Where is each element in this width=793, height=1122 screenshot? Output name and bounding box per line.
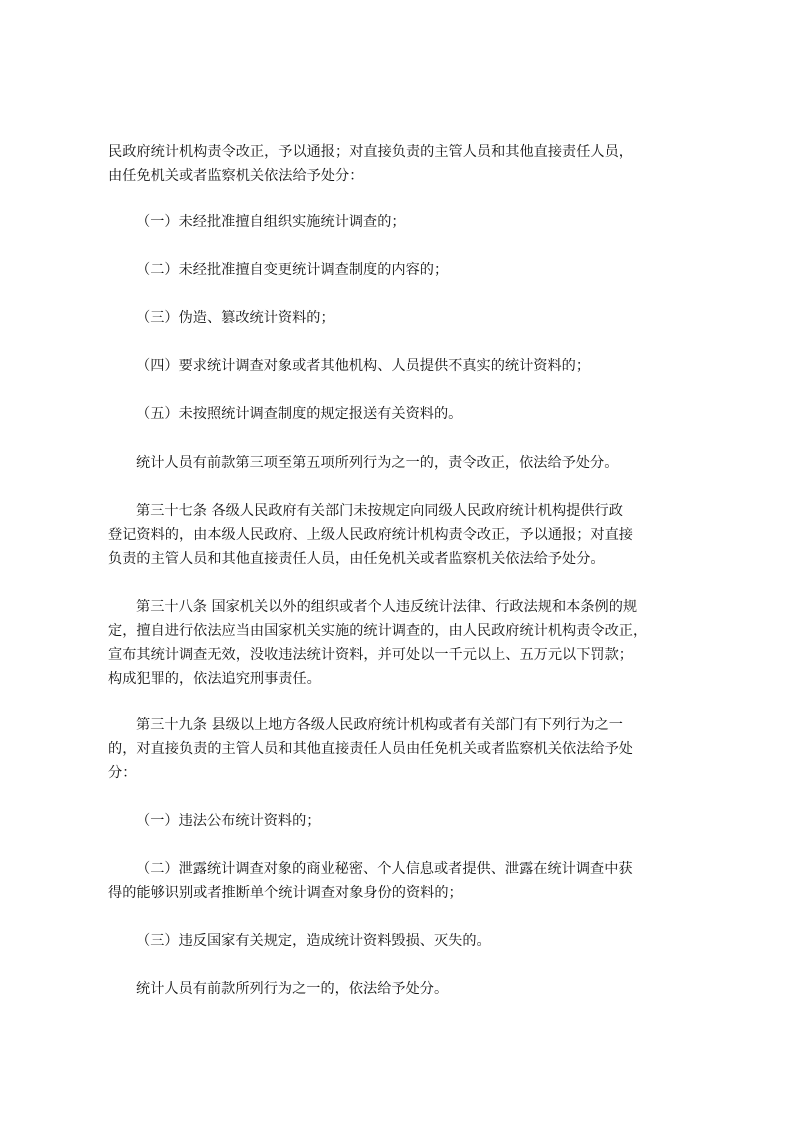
text-line: （四）要求统计调查对象或者其他机构、人员提供不真实的统计资料的；: [136, 358, 591, 374]
text-line: （二）泄露统计调查对象的商业秘密、个人信息或者提供、泄露在统计调查中获: [136, 861, 633, 877]
text-line: （五）未按照统计调查制度的规定报送有关资料的。: [136, 406, 463, 422]
text-line: 民政府统计机构责令改正，予以通报；对直接负责的主管人员和其他直接责任人员，: [108, 144, 633, 160]
text-line: 负责的主管人员和其他直接责任人员，由任免机关或者监察机关依法给予处分。: [108, 551, 605, 567]
text-line: 的，对直接负责的主管人员和其他直接责任人员由任免机关或者监察机关依法给予处: [108, 741, 633, 757]
text-line: 统计人员有前款所列行为之一的，依法给予处分。: [136, 981, 449, 997]
text-line: 分：: [108, 765, 137, 781]
text-line: 登记资料的，由本级人民政府、上级人民政府统计机构责令改正，予以通报；对直接: [108, 527, 633, 543]
text-line: 由任免机关或者监察机关依法给予处分：: [108, 168, 364, 184]
text-line: 第三十七条 各级人民政府有关部门未按规定向同级人民政府统计机构提供行政: [136, 503, 623, 519]
text-line: （三）伪造、篡改统计资料的；: [136, 310, 335, 326]
text-line: 得的能够识别或者推断单个统计调查对象身份的资料的；: [108, 885, 463, 901]
text-line: 第三十八条 国家机关以外的组织或者个人违反统计法律、行政法规和本条例的规: [136, 599, 638, 615]
text-line: 定，擅自进行依法应当由国家机关实施的统计调查的，由人民政府统计机构责令改正，: [108, 623, 648, 639]
text-line: （二）未经批准擅自变更统计调查制度的内容的；: [136, 262, 449, 278]
text-line: （一）违法公布统计资料的；: [136, 813, 321, 829]
text-line: （一）未经批准擅自组织实施统计调查的；: [136, 214, 406, 230]
text-line: （三）违反国家有关规定，造成统计资料毁损、灭失的。: [136, 933, 491, 949]
text-line: 宣布其统计调查无效，没收违法统计资料，并可处以一千元以上、五万元以下罚款；: [108, 647, 633, 663]
text-line: 第三十九条 县级以上地方各级人民政府统计机构或者有关部门有下列行为之一: [136, 717, 623, 733]
text-line: 统计人员有前款第三项至第五项所列行为之一的，责令改正，依法给予处分。: [136, 455, 619, 471]
text-line: 构成犯罪的，依法追究刑事责任。: [108, 671, 321, 687]
